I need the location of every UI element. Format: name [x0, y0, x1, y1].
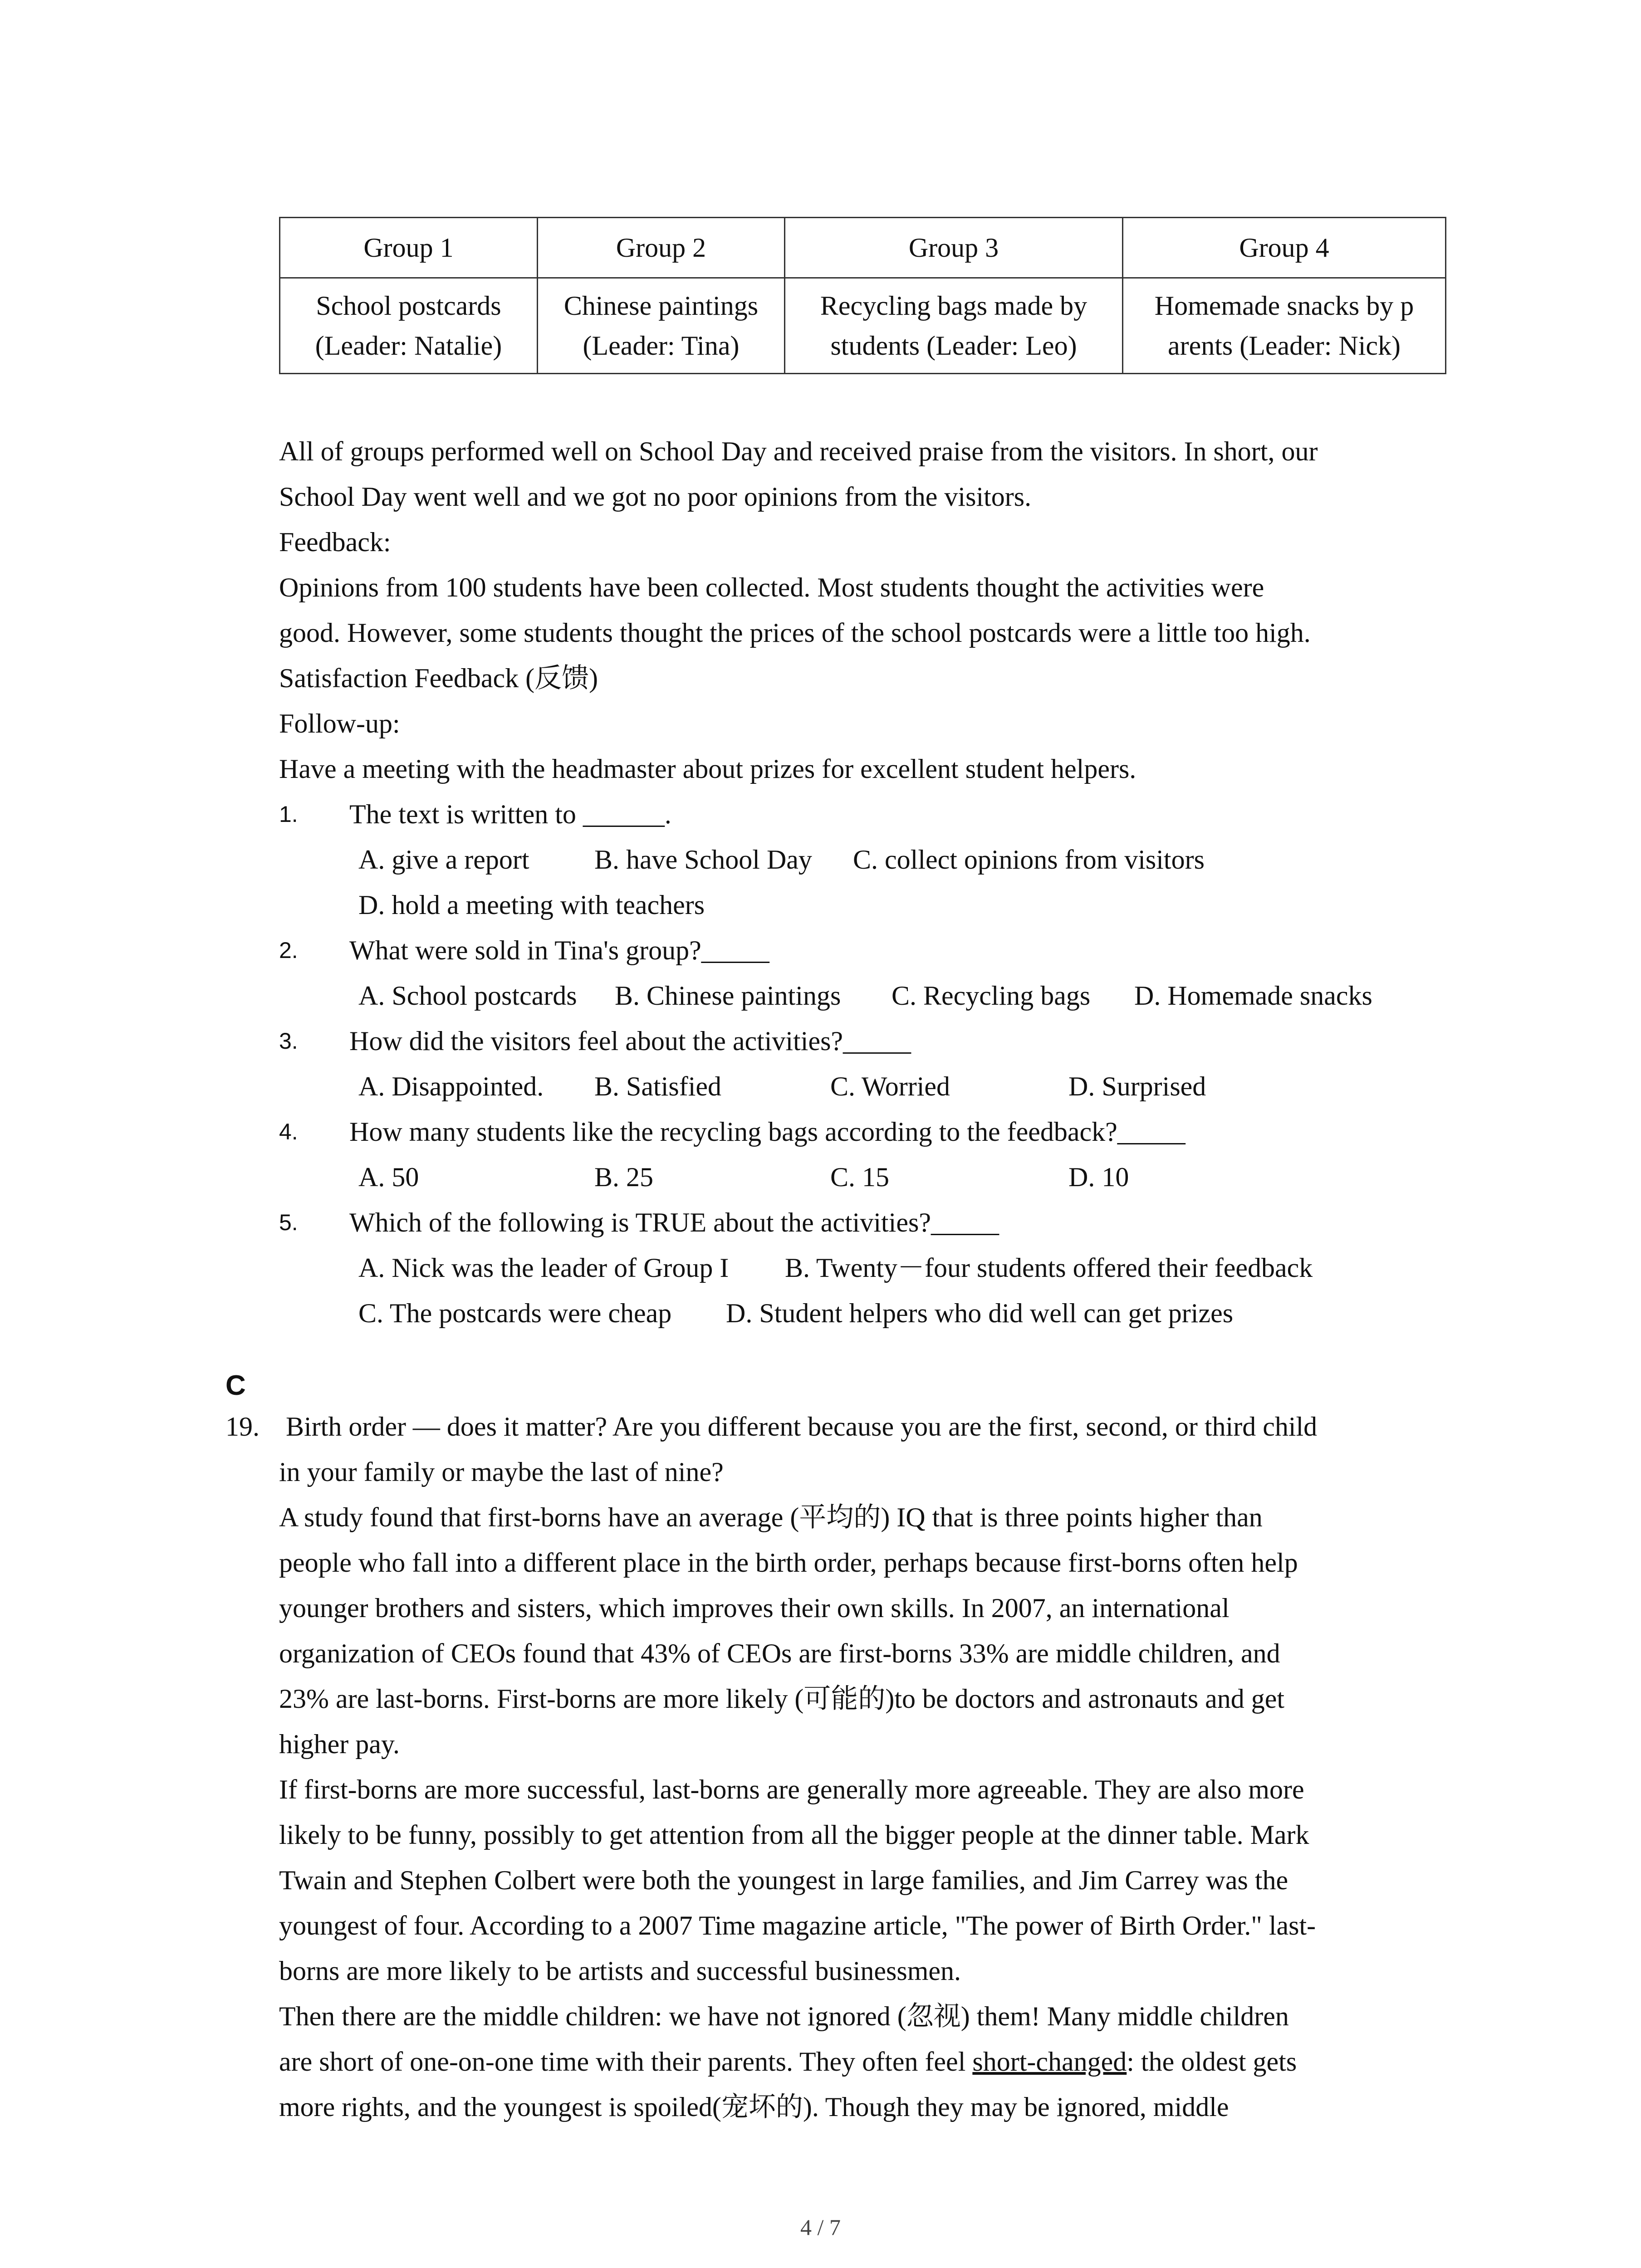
- option: A. School postcards: [358, 981, 577, 1011]
- option: C. Worried: [830, 1071, 950, 1101]
- option: C. collect opinions from visitors: [853, 845, 1205, 875]
- option: D. 10: [1068, 1162, 1129, 1192]
- question-number: 3.: [279, 1028, 298, 1054]
- passage-line: Have a meeting with the headmaster about prizes for excellent student helpers.: [279, 754, 1136, 784]
- question-text: Which of the following is TRUE about the activities?_____: [349, 1207, 999, 1237]
- passage-line: Opinions from 100 students have been collected. Most students thought the activities were: [279, 572, 1264, 602]
- question-number: 2.: [279, 938, 298, 963]
- options-line: [358, 1290, 1233, 1336]
- option: A. Disappointed.: [358, 1071, 544, 1101]
- passage-line: [279, 2039, 1297, 2084]
- passage-line: School Day went well and we got no poor opinions from the visitors.: [279, 482, 1032, 512]
- passage-text: are short of one-on-one time with their parents. They often feel: [279, 2047, 973, 2077]
- cell-line: Homemade snacks by p: [1154, 291, 1414, 321]
- passage-line: more rights, and the youngest is spoiled(宠坏的). Though they may be ignored, middle: [279, 2092, 1229, 2122]
- table-header-cell: Group 3: [785, 218, 1123, 278]
- options-line: [358, 1154, 1129, 1200]
- option: C. Recycling bags: [892, 981, 1091, 1011]
- passage-line: 23% are last-borns. First-borns are more likely (可能的)to be doctors and astronauts and get: [279, 1684, 1285, 1714]
- cell-line: students (Leader: Leo): [830, 331, 1077, 361]
- table-header-cell: Group 4: [1123, 218, 1446, 278]
- passage-line: borns are more likely to be artists and successful businessmen.: [279, 1956, 961, 1986]
- section-heading: C: [225, 1370, 246, 1401]
- question-text: How many students like the recycling bags according to the feedback?_____: [349, 1117, 1185, 1147]
- page-number: 4 / 7: [800, 2214, 841, 2240]
- passage-line: Birth order — does it matter? Are you different because you are the first, second, or third child: [286, 1412, 1318, 1442]
- option: C. The postcards were cheap: [358, 1298, 672, 1328]
- question-text: How did the visitors feel about the activities?_____: [349, 1026, 911, 1056]
- option: B. Twenty－four students offered their feedback: [785, 1253, 1313, 1283]
- option: D. Surprised: [1068, 1071, 1206, 1101]
- passage-line: Then there are the middle children: we have not ignored (忽视) them! Many middle children: [279, 2001, 1289, 2031]
- table-row: [280, 278, 1446, 374]
- cell-line: School postcards: [316, 291, 501, 321]
- passage-line: Satisfaction Feedback (反馈): [279, 663, 598, 693]
- passage-line: higher pay.: [279, 1729, 400, 1759]
- option: A. 50: [358, 1162, 419, 1192]
- question-text: What were sold in Tina's group?_____: [349, 935, 769, 965]
- options-line: [358, 882, 705, 928]
- passage-line: All of groups performed well on School Day and received praise from the visitors. In short, our: [279, 436, 1318, 466]
- cell-line: Recycling bags made by: [820, 291, 1087, 321]
- question-number: 4.: [279, 1119, 298, 1144]
- cell-line: (Leader: Tina): [583, 331, 740, 361]
- option: B. have School Day: [594, 845, 812, 875]
- option: A. Nick was the leader of Group I: [358, 1253, 729, 1283]
- cell-line: (Leader: Natalie): [315, 331, 502, 361]
- groups-table: [279, 217, 1446, 374]
- option: B. 25: [594, 1162, 654, 1192]
- option: B. Chinese paintings: [615, 981, 841, 1011]
- passage-line: organization of CEOs found that 43% of CEOs are first-borns 33% are middle children, and: [279, 1638, 1280, 1668]
- passage-line: Twain and Stephen Colbert were both the youngest in large families, and Jim Carrey was the: [279, 1865, 1288, 1895]
- cell-line: arents (Leader: Nick): [1167, 331, 1401, 361]
- table-header-cell: Group 1: [280, 218, 538, 278]
- option: A. give a report: [358, 845, 529, 875]
- table-cell: [538, 278, 785, 374]
- option: B. Satisfied: [594, 1071, 721, 1101]
- passage-line: youngest of four. According to a 2007 Time magazine article, "The power of Birth Order." last-: [279, 1911, 1316, 1941]
- passage-line: in your family or maybe the last of nine?: [279, 1457, 724, 1487]
- question-number: 1.: [279, 802, 298, 827]
- options-line: [358, 837, 1205, 882]
- table-cell: [1123, 278, 1446, 374]
- question-number: 5.: [279, 1210, 298, 1235]
- passage-line: Follow-up:: [279, 709, 400, 738]
- underlined-term: short-changed: [972, 2047, 1127, 2077]
- passage-line: people who fall into a different place in the birth order, perhaps because first-borns often help: [279, 1548, 1298, 1578]
- table-cell: [785, 278, 1123, 374]
- cell-line: Chinese paintings: [563, 291, 759, 321]
- passage-line: younger brothers and sisters, which improves their own skills. In 2007, an international: [279, 1593, 1230, 1623]
- question-text: The text is written to ______.: [349, 799, 671, 829]
- passage-line: Feedback:: [279, 527, 391, 557]
- option: D. Homemade snacks: [1134, 981, 1372, 1011]
- table-header-row: [280, 218, 1446, 278]
- passage-line: good. However, some students thought the prices of the school postcards were a little too high.: [279, 618, 1311, 648]
- table-cell: [280, 278, 538, 374]
- options-line: [358, 1064, 1206, 1109]
- options-line: [358, 1245, 1313, 1290]
- passage-text: : the oldest gets: [1127, 2047, 1297, 2077]
- passage-line: A study found that first-borns have an average (平均的) IQ that is three points higher than: [279, 1502, 1263, 1532]
- table-header-cell: Group 2: [538, 218, 785, 278]
- passage-line: If first-borns are more successful, last-borns are generally more agreeable. They are also more: [279, 1774, 1304, 1804]
- options-line: [358, 973, 1372, 1018]
- option: D. hold a meeting with teachers: [358, 890, 705, 920]
- option: D. Student helpers who did well can get prizes: [726, 1298, 1234, 1328]
- passage-line: likely to be funny, possibly to get attention from all the bigger people at the dinner table. Mark: [279, 1820, 1309, 1850]
- question-number: 19.: [225, 1412, 260, 1442]
- option: C. 15: [830, 1162, 890, 1192]
